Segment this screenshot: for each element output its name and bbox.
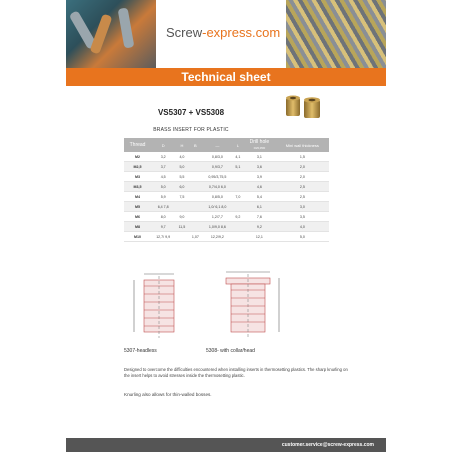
table-cell: 1,2/7,7	[202, 212, 232, 222]
table-cell: 5,4	[243, 192, 276, 202]
table-cell: 3,7	[151, 162, 175, 172]
description-paragraph: Designed to overcome the difficulties encountered when installing inserts in thermosetting plastics. The sharp knurling on the insert helps to avoid stresses inside the thermosetting plastic.	[124, 367, 348, 378]
table-cell: 4,0	[175, 152, 188, 162]
technical-sheet-page	[66, 0, 386, 452]
caption-collar: 5308- with collar/head	[206, 348, 255, 354]
table-cell: 0,8/5,0	[202, 192, 232, 202]
table-cell: 3,0	[276, 202, 329, 212]
table-cell: 7,6	[243, 212, 276, 222]
table-cell: 1,0/ 6,1 8,0	[202, 202, 232, 212]
table-cell: 5,0	[276, 232, 329, 242]
table-cell: 12,1	[243, 232, 276, 242]
table-cell: 5,5	[175, 172, 188, 182]
table-cell	[175, 202, 188, 212]
headless-drawing	[134, 274, 174, 338]
technical-drawings	[124, 268, 304, 348]
table-cell	[189, 222, 203, 232]
table-cell: 7,5	[175, 192, 188, 202]
table-cell: 3,2	[151, 152, 175, 162]
table-cell: 2,0	[276, 172, 329, 182]
table-cell: 0,7/4,0 6,0	[202, 182, 232, 192]
table-cell: M10	[124, 232, 151, 242]
table-cell: 1,07	[189, 232, 203, 242]
table-cell: 2,5	[276, 192, 329, 202]
footer-email[interactable]: customer.service@screw-express.com	[281, 442, 374, 448]
col-h: H	[175, 138, 188, 152]
table-cell	[189, 162, 203, 172]
table-cell: 9,2	[233, 212, 244, 222]
col-dash: —	[202, 138, 232, 152]
tools-photo	[66, 0, 156, 68]
table-cell	[233, 172, 244, 182]
dimensions-table	[124, 138, 329, 242]
table-cell	[189, 182, 203, 192]
table-cell: 5,0	[151, 182, 175, 192]
table-cell: M8	[124, 222, 151, 232]
table-cell: 1,5	[276, 152, 329, 162]
table-header-row	[124, 138, 329, 152]
table-cell: 3,9	[243, 172, 276, 182]
collar-drawing	[226, 272, 279, 338]
table-cell: 8,0	[151, 212, 175, 222]
table-cell	[233, 222, 244, 232]
table-cell: 6,1	[243, 202, 276, 212]
table-cell: 6,4 7,8	[151, 202, 175, 212]
table-cell	[233, 182, 244, 192]
table-cell: 2,0	[276, 162, 329, 172]
table-cell: 0,8/3,0	[202, 152, 232, 162]
table-row	[124, 152, 329, 162]
table-cell: 9,7	[151, 222, 175, 232]
table-row	[124, 232, 329, 242]
caption-headless: 5307-headless	[124, 348, 157, 354]
table-cell: 4,1	[233, 152, 244, 162]
table-cell	[189, 172, 203, 182]
table-row	[124, 172, 329, 182]
table-cell: M6	[124, 212, 151, 222]
table-cell: 1,0/9,0 8,6	[202, 222, 232, 232]
table-row	[124, 212, 329, 222]
table-cell: M3,5	[124, 182, 151, 192]
table-cell: 9,0	[175, 212, 188, 222]
product-title: VS5307 + VS5308	[157, 108, 225, 117]
banner-title: Technical sheet	[181, 70, 271, 84]
table-cell: 12,2/9,2	[202, 232, 232, 242]
table-cell: 5,9	[151, 192, 175, 202]
table-cell: 6,0	[175, 182, 188, 192]
table-row	[124, 182, 329, 192]
brand-logo: Screw-express.com	[166, 25, 281, 40]
brass-inserts-image	[284, 92, 324, 120]
col-drill-hole: Drill hole ±0/0,05/0	[243, 138, 276, 152]
description-note: Knurling also allows for thin-walled bosses.	[124, 392, 212, 397]
table-cell: 4,0	[276, 222, 329, 232]
col-b: B	[189, 138, 203, 152]
table-cell	[233, 232, 244, 242]
table-cell: M3	[124, 172, 151, 182]
table-cell: 0,95/3,75,5	[202, 172, 232, 182]
table-cell: 4,6	[243, 182, 276, 192]
table-cell: 12,7/ 9,9	[151, 232, 175, 242]
table-cell: M2,5	[124, 162, 151, 172]
table-row	[124, 192, 329, 202]
col-mini-wall: Mini wall thickness	[276, 138, 329, 152]
table-cell: 5,0	[175, 162, 188, 172]
table-row	[124, 202, 329, 212]
col-l: L	[233, 138, 244, 152]
product-subtitle: BRASS INSERT FOR PLASTIC	[153, 127, 229, 133]
table-cell	[189, 212, 203, 222]
table-cell: 2,5	[276, 182, 329, 192]
table-cell: M4	[124, 192, 151, 202]
table-cell: 9,2	[243, 222, 276, 232]
table-cell	[189, 202, 203, 212]
screws-photo	[286, 0, 386, 68]
table-row	[124, 162, 329, 172]
table-cell	[175, 232, 188, 242]
table-cell: 7,0	[233, 192, 244, 202]
table-cell: 4,5	[151, 172, 175, 182]
table-cell: 3,5	[276, 212, 329, 222]
table-cell: 0,9/3,7	[202, 162, 232, 172]
table-row	[124, 222, 329, 232]
table-cell	[233, 202, 244, 212]
table-cell: M2	[124, 152, 151, 162]
table-cell: 5,1	[233, 162, 244, 172]
table-cell: M5	[124, 202, 151, 212]
table-cell: 3,6	[243, 162, 276, 172]
table-cell: 3,1	[243, 152, 276, 162]
table-cell	[189, 192, 203, 202]
table-cell: 11,5	[175, 222, 188, 232]
table-cell	[189, 152, 203, 162]
col-thread: Thread	[124, 138, 151, 152]
col-d: D	[151, 138, 175, 152]
